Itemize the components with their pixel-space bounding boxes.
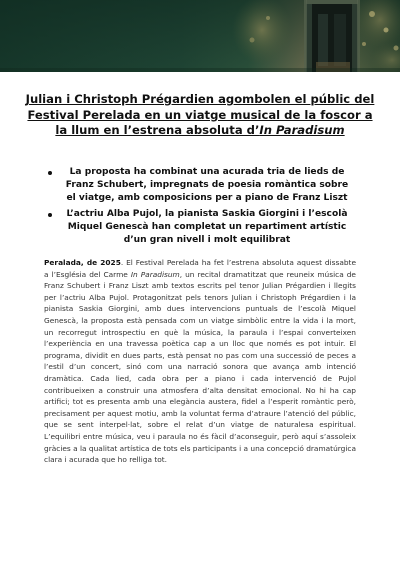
article-body-paragraph — [44, 257, 356, 466]
key-points-list — [62, 166, 352, 249]
key-point-item — [62, 208, 352, 248]
body-text-part-2: , un recital dramatitzat que reuneix música de Franz Schubert i Franz Liszt amb textos escrits pel tenor Julian Prégardien i llegits per l’actriu Alba Pujol. Protagonitzat pels tenors Julian i Christoph Prégardien i la pianista Saskia Giorgini, amb dues intervencions puntuals de l’escolà Miquel Genescà, la proposta està pensada com un viatge simbòlic entre la vida i la mort, un recorregut introspectiu en què la música, la paraula i l’espai converteixen l’experiència en una travessa poètica cap a un lloc que només es pot intuir. El programa, dividit en dues parts, està pensat no pas com una successió de peces a l’estil d’un concert, sinó com una narració sonora que avança amb intenció dramàtica. Cada lied, cada obra per a piano i cada intervenció de Pujol contribueixen a construir una atmosfera d’alta densitat emocional. No hi ha cap artifici; tot es presenta amb una elegància austera, fidel a l’esperit romàntic però, precisament per aquest motiu, amb la voluntat ferma d’atraure l’atenció del públic, que se sent interpel·lat, sobre el relat d’un viatge de naturalesa espiritual. L’equilibri entre música, veu i paraula no és fàcil d’aconseguir, però aquí s’assoleix gràcies a la qualitat artística de tots els participants i a una concepció dramatúrgica clara i acurada que ho relliga tot. — [44, 269, 357, 465]
key-point-text: L’actriu Alba Pujol, la pianista Saskia Giorgini i l’escolà Miquel Genescà han completat un repartiment artístic d’un gran nivell i molt equilibrat — [66, 208, 348, 246]
article-headline — [24, 92, 376, 139]
bullet-dot-icon — [48, 171, 52, 175]
headline-work-title: In Paradisum — [259, 123, 345, 137]
key-point-item — [62, 166, 352, 206]
body-text-part-1: . El Festival Perelada ha fet l’estrena absoluta aquest dissabte a l’Església del Carme — [44, 258, 357, 279]
body-work-title: In Paradisum — [130, 269, 180, 279]
headline-text: Julian i Christoph Prégardien agombolen el públic del Festival Perelada en un viatge musical de la foscor a la llum en l’estrena absoluta d’ — [25, 92, 375, 137]
dateline: Peralada, de 2025 — [44, 258, 121, 267]
key-point-text: La proposta ha combinat una acurada tria de lieds de Franz Schubert, impregnats de poesia romàntica sobre el viatge, amb composicions per a piano de Franz Liszt — [65, 167, 349, 204]
header-banner-image — [0, 0, 400, 72]
bullet-dot-icon — [48, 213, 52, 217]
banner-scene-illustration — [0, 0, 400, 72]
